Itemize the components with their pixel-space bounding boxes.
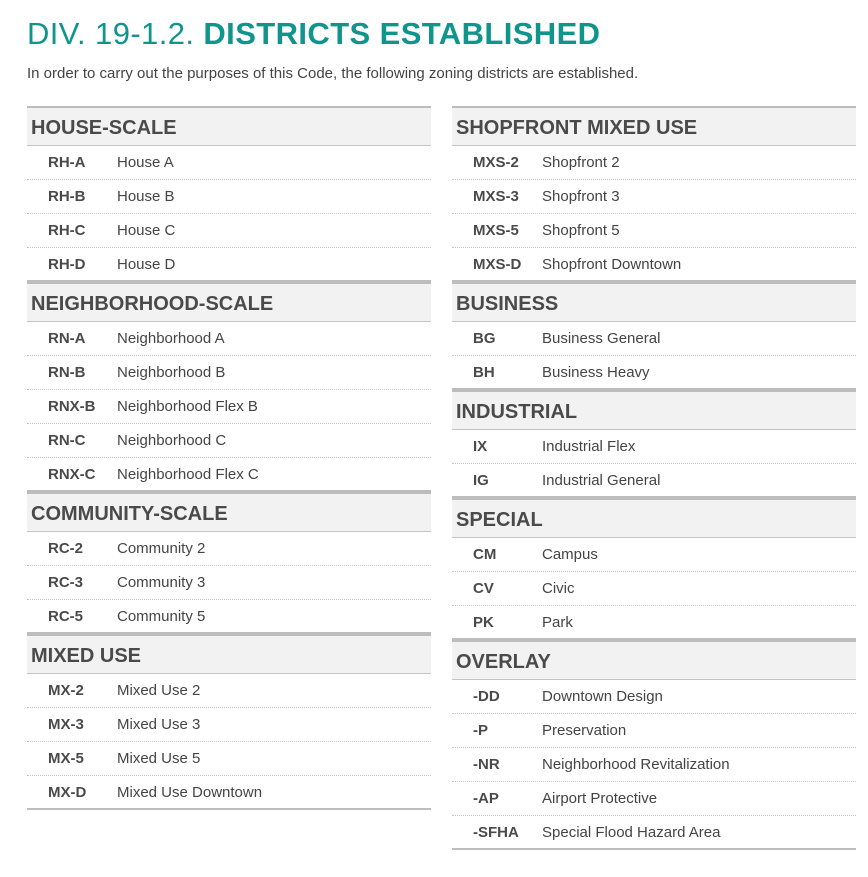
section-heading: OVERLAY	[452, 642, 856, 680]
district-row	[27, 532, 431, 566]
district-code: -DD	[473, 688, 500, 705]
district-name: House B	[117, 188, 175, 205]
page-title	[27, 14, 600, 54]
district-code: BG	[473, 330, 496, 347]
district-code: -AP	[473, 790, 499, 807]
section-heading: INDUSTRIAL	[452, 392, 856, 430]
district-section-business	[452, 282, 856, 390]
district-row	[452, 248, 856, 282]
district-row	[27, 742, 431, 776]
district-name: Downtown Design	[542, 688, 663, 705]
district-name: Airport Protective	[542, 790, 658, 807]
section-heading: SPECIAL	[452, 500, 856, 538]
district-name: Neighborhood Flex C	[117, 466, 259, 483]
district-row	[452, 606, 856, 640]
district-row	[452, 180, 856, 214]
district-row	[452, 538, 856, 572]
district-code: MXS-3	[473, 188, 519, 205]
district-row	[452, 464, 856, 498]
district-code: MX-D	[48, 784, 87, 801]
district-row	[27, 708, 431, 742]
section-heading: MIXED USE	[27, 636, 431, 674]
district-name: Industrial Flex	[542, 438, 636, 455]
district-code: -SFHA	[473, 824, 519, 841]
district-code: RNX-B	[48, 398, 96, 415]
division-title: DISTRICTS ESTABLISHED	[203, 16, 601, 51]
district-row	[27, 674, 431, 708]
district-code: MX-3	[48, 716, 84, 733]
district-row	[452, 430, 856, 464]
district-row	[27, 214, 431, 248]
district-name: Mixed Use 5	[117, 750, 201, 767]
district-row	[452, 748, 856, 782]
district-name: Industrial General	[542, 472, 661, 489]
district-row	[452, 356, 856, 390]
district-name: Shopfront 3	[542, 188, 620, 205]
district-row	[27, 776, 431, 810]
district-name: Community 3	[117, 574, 206, 591]
district-code: MXS-2	[473, 154, 519, 171]
section-heading: SHOPFRONT MIXED USE	[452, 108, 856, 146]
district-row	[27, 458, 431, 492]
district-row	[27, 180, 431, 214]
district-section-overlay	[452, 640, 856, 850]
intro-text: In order to carry out the purposes of this Code, the following zoning districts are established.	[27, 65, 639, 82]
district-code: RC-5	[48, 608, 84, 625]
district-code: RN-A	[48, 330, 86, 347]
right-column	[452, 106, 856, 850]
district-name: Business General	[542, 330, 661, 347]
district-code: -NR	[473, 756, 500, 773]
section-heading: BUSINESS	[452, 284, 856, 322]
district-row	[452, 322, 856, 356]
district-section-community-scale	[27, 492, 431, 634]
district-code: MX-2	[48, 682, 84, 699]
section-heading: NEIGHBORHOOD-SCALE	[27, 284, 431, 322]
district-code: RC-3	[48, 574, 84, 591]
district-name: Mixed Use Downtown	[117, 784, 263, 801]
district-row	[452, 572, 856, 606]
district-code: RN-C	[48, 432, 86, 449]
district-name: Shopfront Downtown	[542, 256, 682, 273]
district-name: Mixed Use 3	[117, 716, 201, 733]
district-name: Neighborhood C	[117, 432, 227, 449]
district-row	[452, 782, 856, 816]
district-name: Business Heavy	[542, 364, 650, 381]
district-name: Campus	[542, 546, 598, 563]
left-column	[27, 106, 431, 810]
section-heading: HOUSE-SCALE	[27, 108, 431, 146]
district-code: RH-A	[48, 154, 86, 171]
district-name: Shopfront 2	[542, 154, 620, 171]
district-name: House A	[117, 154, 174, 171]
district-section-mixed-use	[27, 634, 431, 810]
district-code: IG	[473, 472, 489, 489]
district-name: Preservation	[542, 722, 627, 739]
district-row	[452, 680, 856, 714]
district-code: BH	[473, 364, 495, 381]
district-code: RN-B	[48, 364, 86, 381]
district-code: CV	[473, 580, 494, 597]
district-name: Neighborhood Revitalization	[542, 756, 730, 773]
district-code: RH-B	[48, 188, 86, 205]
district-code: PK	[473, 614, 494, 631]
district-section-neighborhood-scale	[27, 282, 431, 492]
district-name: Neighborhood B	[117, 364, 226, 381]
district-code: CM	[473, 546, 497, 563]
district-name: Neighborhood A	[117, 330, 225, 347]
district-name: Community 5	[117, 608, 206, 625]
district-name: House C	[117, 222, 176, 239]
district-row	[452, 714, 856, 748]
district-row	[27, 566, 431, 600]
district-row	[27, 424, 431, 458]
district-code: MXS-D	[473, 256, 522, 273]
section-heading: COMMUNITY-SCALE	[27, 494, 431, 532]
district-code: MX-5	[48, 750, 84, 767]
district-row	[452, 214, 856, 248]
district-row	[27, 322, 431, 356]
division-number: DIV. 19-1.2.	[27, 16, 195, 51]
district-row	[27, 248, 431, 282]
district-code: RH-C	[48, 222, 86, 239]
district-code: RNX-C	[48, 466, 96, 483]
district-name: Shopfront 5	[542, 222, 620, 239]
district-code: MXS-5	[473, 222, 519, 239]
district-row	[27, 146, 431, 180]
district-row	[27, 356, 431, 390]
district-row	[452, 816, 856, 850]
district-name: Community 2	[117, 540, 206, 557]
district-section-shopfront-mixed-use	[452, 106, 856, 282]
district-row	[27, 390, 431, 424]
district-name: Special Flood Hazard Area	[542, 824, 721, 841]
district-code: -P	[473, 722, 488, 739]
district-name: House D	[117, 256, 176, 273]
district-row	[452, 146, 856, 180]
district-name: Park	[542, 614, 573, 631]
district-name: Civic	[542, 580, 575, 597]
district-row	[27, 600, 431, 634]
district-section-house-scale	[27, 106, 431, 282]
district-name: Mixed Use 2	[117, 682, 201, 699]
district-code: RC-2	[48, 540, 84, 557]
district-section-special	[452, 498, 856, 640]
district-name: Neighborhood Flex B	[117, 398, 258, 415]
district-code: IX	[473, 438, 488, 455]
district-code: RH-D	[48, 256, 86, 273]
district-section-industrial	[452, 390, 856, 498]
